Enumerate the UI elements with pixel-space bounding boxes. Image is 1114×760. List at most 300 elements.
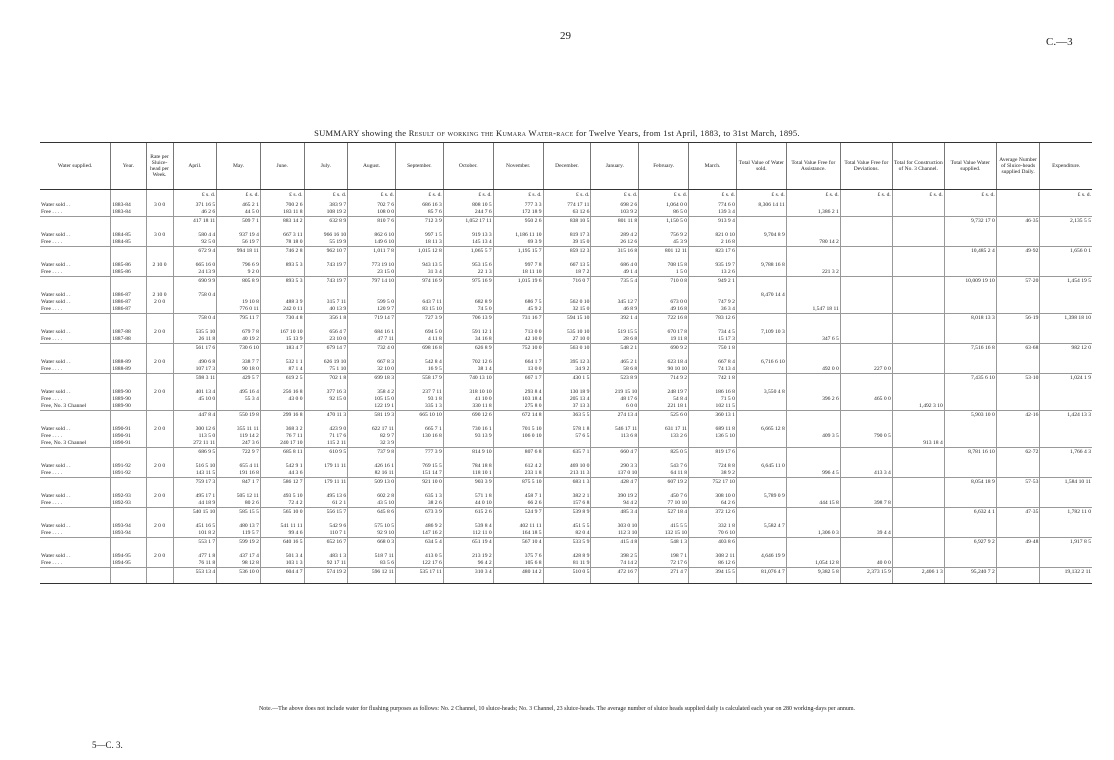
cell-june: 893 5 3 [260,277,304,293]
cell-rate [146,403,173,411]
cell-rate [146,314,173,330]
cell-july: 377 16 3 [304,389,348,396]
cell-avg-sluice-heads [996,440,1040,448]
cell-avg-sluice-heads [996,433,1040,440]
cell-total-sold: 6,645 11 0 [736,463,786,470]
cell-free-assistance [786,329,840,336]
cell-february: 221 18 1 [639,403,689,411]
cell-may: 56 19 7 [217,239,261,247]
cell-october: 740 13 10 [443,374,493,390]
cell-free-deviations: 790 0 5 [840,433,892,440]
cell-september: 122 17 6 [395,560,443,568]
cell-may: 550 19 8 [217,411,261,427]
cell-june: 619 2 5 [260,374,304,390]
cell-september [395,292,443,299]
cell-september: 93 1 8 [395,396,443,403]
cell-december: 819 17 3 [543,232,591,239]
cell-construction-no3 [892,538,944,554]
cell-total-supplied [944,530,996,538]
cell-expenditure [1040,433,1092,440]
cell-december: 82 0 4 [543,530,591,538]
cell-september: 712 3 9 [395,217,443,233]
cell-may: 847 1 7 [217,478,261,494]
cell-january: 390 19 2 [591,493,639,500]
cell-october: 702 12 6 [443,359,493,366]
header-february: February. [639,143,689,190]
cell-june: 667 3 11 [260,232,304,239]
header-october: October. [443,143,493,190]
cell-march: 403 8 6 [689,538,737,554]
cell-december: 213 11 3 [543,470,591,478]
cell-free-deviations [840,262,892,269]
cell-june: 488 3 9 [260,299,304,306]
cell-september: 665 10 10 [395,411,443,427]
table-row [40,329,1092,336]
cell-total-sold: 5,582 4 7 [736,523,786,530]
cell-total-sold: 81,076 4 7 [736,568,786,584]
cell-april: 580 4 4 [173,232,217,239]
cell-october: 244 7 6 [443,209,493,217]
cell-expenditure: 1,454 19 5 [1040,277,1092,293]
header-expenditure: Expenditure. [1040,143,1092,190]
cell-february: 690 9 2 [639,344,689,360]
cell-april: 477 1 8 [173,553,217,560]
cell-expenditure [1040,306,1092,314]
cell-water-supplied: Free . . . . [41,470,63,476]
cell-total-sold [736,560,786,568]
unit-june: £ s. d. [260,190,304,203]
cell-total-supplied [944,440,996,448]
cell-year [111,568,146,584]
cell-june: 183 4 7 [260,344,304,360]
cell-total-supplied: 8,781 16 10 [944,448,996,464]
cell-construction-no3 [892,508,944,524]
cell-december: 430 1 5 [543,374,591,390]
cell-free-deviations [840,269,892,277]
cell-june: 183 11 8 [260,209,304,217]
cell-july: 92 17 11 [304,560,348,568]
cell-water-supplied [40,247,111,263]
cell-january: 49 1 4 [591,269,639,277]
cell-year: 1888-89 [111,359,146,366]
cell-may: 98 12 8 [217,560,261,568]
header-total-supplied: Total Value Water supplied. [944,143,996,190]
cell-construction-no3 [892,389,944,396]
cell-december: 594 15 10 [543,314,591,330]
cell-total-sold [736,209,786,217]
cell-free-assistance [786,314,840,330]
cell-total-sold: 5,789 0 9 [736,493,786,500]
cell-march: 935 19 7 [689,262,737,269]
cell-free-assistance: 444 15 8 [786,500,840,508]
cell-february: 133 2 6 [639,433,689,440]
cell-year: 1892-93 [111,500,146,508]
cell-april: 758 0 4 [173,314,217,330]
cell-july: 315 7 11 [304,299,348,306]
cell-january [591,440,639,448]
cell-year: 1890-91 [111,440,146,448]
cell-february: 19 11 8 [639,336,689,344]
table-row [40,523,1092,530]
cell-december: 683 1 3 [543,478,591,494]
cell-june: 15 13 9 [260,336,304,344]
cell-free-deviations [840,306,892,314]
cell-november: 172 18 9 [493,209,543,217]
cell-april: 371 16 5 [173,202,217,209]
cell-avg-sluice-heads: 49·48 [996,538,1040,554]
cell-august: 810 7 6 [348,217,396,233]
title-prefix: SUMMARY showing the [314,128,409,138]
cell-water-supplied [40,411,111,427]
cell-november: 66 2 6 [493,500,543,508]
cell-free-deviations: 39 4 4 [840,530,892,538]
cell-february: 132 15 10 [639,530,689,538]
cell-water-supplied: Water sold . . [41,463,71,469]
cell-water-supplied: Free . . . . [41,306,63,312]
cell-free-assistance [786,217,840,233]
cell-march: 667 8 4 [689,359,737,366]
unit-free-assistance: £ s. d. [786,190,840,203]
cell-june: 730 4 8 [260,314,304,330]
cell-year: 1886-87 [111,306,146,314]
cell-water-supplied: Free . . . . [41,366,63,372]
cell-march: 742 1 8 [689,374,737,390]
cell-rate [146,560,173,568]
cell-total-supplied [944,336,996,344]
cell-november: 402 11 11 [493,523,543,530]
cell-july: 110 7 1 [304,530,348,538]
cell-october: 808 10 5 [443,202,493,209]
cell-total-sold: 8,306 14 11 [736,202,786,209]
cell-august: 47 7 11 [348,336,396,344]
cell-september: 335 1 3 [395,403,443,411]
cell-march [689,440,737,448]
cell-total-sold [736,336,786,344]
cell-october: 626 8 9 [443,344,493,360]
cell-march: 13 2 6 [689,269,737,277]
cell-march: 821 0 10 [689,232,737,239]
cell-june: 76 7 11 [260,433,304,440]
cell-water-supplied [40,508,111,524]
cell-march: 15 17 3 [689,336,737,344]
cell-september: 943 13 5 [395,262,443,269]
cell-april: 24 13 9 [173,269,217,277]
cell-september: 777 3 9 [395,448,443,464]
cell-avg-sluice-heads: 49·92 [996,247,1040,263]
cell-construction-no3 [892,247,944,263]
cell-april: 272 11 11 [173,440,217,448]
cell-total-sold [736,269,786,277]
cell-total-supplied: 9,732 17 0 [944,217,996,233]
cell-december: 27 10 0 [543,336,591,344]
cell-july: 679 14 7 [304,344,348,360]
cell-june: 99 4 6 [260,530,304,538]
cell-june: 700 2 6 [260,202,304,209]
cell-rate: 3 0 0 [146,202,173,209]
cell-free-assistance: 409 3 5 [786,433,840,440]
cell-april: 690 9 9 [173,277,217,293]
cell-january: 315 16 8 [591,247,639,263]
table-row [40,553,1092,560]
cell-total-supplied [944,389,996,396]
cell-january: 6 0 0 [591,403,639,411]
cell-free-deviations: 227 0 0 [840,366,892,374]
cell-water-supplied: Water sold . . [41,329,71,335]
cell-free-assistance [786,440,840,448]
cell-august: 518 7 11 [348,553,396,560]
cell-august: 668 0 3 [348,538,396,554]
cell-september: 635 1 3 [395,493,443,500]
cell-water-supplied: Free . . . . [41,500,63,506]
cell-february: 72 17 6 [639,560,689,568]
cell-august: 82 16 11 [348,470,396,478]
cell-may: 247 3 6 [217,440,261,448]
cell-total-sold [736,314,786,330]
cell-rate [146,470,173,478]
cell-construction-no3 [892,553,944,560]
cell-june [260,292,304,299]
cell-march: 360 13 1 [689,411,737,427]
cell-june: 44 3 6 [260,470,304,478]
unit-rate [146,190,173,203]
cell-free-deviations [840,239,892,247]
cell-avg-sluice-heads [996,493,1040,500]
cell-construction-no3 [892,374,944,390]
cell-rate [146,448,173,464]
cell-year [111,247,146,263]
cell-september: 643 7 11 [395,299,443,306]
cell-total-supplied [944,523,996,530]
cell-march: 747 9 2 [689,299,737,306]
cell-november: 458 7 1 [493,493,543,500]
cell-year: 1886-87 [111,299,146,306]
cell-march: 2 16 8 [689,239,737,247]
cell-october: 34 16 8 [443,336,493,344]
cell-may: 40 19 2 [217,336,261,344]
cell-free-assistance [786,247,840,263]
cell-total-supplied: 6,927 9 2 [944,538,996,554]
cell-august: 149 6 10 [348,239,396,247]
cell-total-supplied: 6,632 4 1 [944,508,996,524]
cell-august: 92 9 10 [348,530,396,538]
cell-year: 1883-84 [111,202,146,209]
cell-avg-sluice-heads [996,336,1040,344]
cell-avg-sluice-heads: 57·20 [996,277,1040,293]
cell-april: 92 5 0 [173,239,217,247]
cell-july: 743 19 7 [304,262,348,269]
cell-construction-no3 [892,366,944,374]
cell-july: 966 16 10 [304,232,348,239]
cell-rate [146,336,173,344]
cell-september: 542 8 4 [395,359,443,366]
cell-july: 179 11 11 [304,463,348,470]
cell-avg-sluice-heads: 63·68 [996,344,1040,360]
cell-april: 758 0 4 [173,292,217,299]
cell-april: 107 17 3 [173,366,217,374]
table-row [40,239,1092,247]
cell-rate: 2 0 0 [146,389,173,396]
cell-july: 61 2 1 [304,500,348,508]
cell-free-assistance [786,523,840,530]
table-row [40,292,1092,299]
cell-november: 731 16 7 [493,314,543,330]
cell-january: 113 6 8 [591,433,639,440]
cell-expenditure [1040,336,1092,344]
cell-november: 875 5 10 [493,478,543,494]
cell-total-sold [736,538,786,554]
cell-december: 635 7 1 [543,448,591,464]
total-row [40,374,1092,390]
cell-july: 179 11 11 [304,478,348,494]
title-suffix: for Twelve Years, from 1st April, 1883, to 31st March, 1895. [573,128,800,138]
cell-free-deviations [840,403,892,411]
cell-november: 103 18 4 [493,396,543,403]
cell-water-supplied: Free . . . . [41,336,63,342]
cell-september: 769 15 5 [395,463,443,470]
cell-september: 634 5 4 [395,538,443,554]
cell-expenditure [1040,470,1092,478]
total-row [40,538,1092,554]
cell-october: 571 1 8 [443,493,493,500]
cell-march: 308 2 11 [689,553,737,560]
cell-april: 686 9 5 [173,448,217,464]
cell-december: 57 6 5 [543,433,591,440]
cell-march: 949 2 1 [689,277,737,293]
cell-november: 686 7 5 [493,299,543,306]
cell-july: 71 17 6 [304,433,348,440]
cell-november: 105 6 8 [493,560,543,568]
cell-total-sold [736,299,786,306]
cell-may: 776 0 11 [217,306,261,314]
cell-april: 759 17 3 [173,478,217,494]
table-row [40,396,1092,403]
cell-august: 509 13 0 [348,478,396,494]
table-title [0,128,1114,138]
cell-avg-sluice-heads [996,359,1040,366]
unit-november: £ s. d. [493,190,543,203]
cell-february: 607 19 2 [639,478,689,494]
cell-total-sold: 8,470 14 4 [736,292,786,299]
cell-total-supplied [944,366,996,374]
cell-total-sold [736,217,786,233]
cell-september: 4 11 8 [395,336,443,344]
cell-august: 575 10 5 [348,523,396,530]
header-row [40,143,1092,190]
cell-october: 615 2 6 [443,508,493,524]
cell-april: 143 11 5 [173,470,217,478]
cell-october: 814 9 10 [443,448,493,464]
cell-avg-sluice-heads: 46·35 [996,217,1040,233]
cell-december: 395 12 3 [543,359,591,366]
cell-may: 19 10 8 [217,299,261,306]
cell-april: 45 10 0 [173,396,217,403]
cell-free-assistance: 221 3 2 [786,269,840,277]
cell-free-deviations: 2,373 15 9 [840,568,892,584]
cell-avg-sluice-heads [996,553,1040,560]
cell-construction-no3: 913 18 4 [892,440,944,448]
cell-year: 1890-91 [111,433,146,440]
cell-april: 490 6 8 [173,359,217,366]
cell-rate [146,209,173,217]
cell-total-supplied [944,359,996,366]
cell-rate: 2 10 0 [146,262,173,269]
cell-september: 535 17 11 [395,568,443,584]
cell-water-supplied: Free . . . . [41,239,63,245]
cell-total-supplied [944,239,996,247]
cell-free-assistance: 1,054 12 8 [786,560,840,568]
cell-total-supplied [944,426,996,433]
cell-water-supplied: Water sold . . [41,553,71,559]
cell-september: 974 16 9 [395,277,443,293]
cell-june: 640 16 5 [260,538,304,554]
cell-may: 191 16 8 [217,470,261,478]
cell-december: 428 8 9 [543,553,591,560]
cell-august: 602 2 8 [348,493,396,500]
cell-total-sold [736,277,786,293]
cell-expenditure [1040,232,1092,239]
cell-october: 96 4 2 [443,560,493,568]
cell-construction-no3 [892,426,944,433]
cell-water-supplied: Free . . . . [41,560,63,566]
cell-avg-sluice-heads: 62·72 [996,448,1040,464]
cell-october: 784 18 8 [443,463,493,470]
cell-july: 383 9 7 [304,202,348,209]
cell-march: 70 6 10 [689,530,737,538]
table-row [40,463,1092,470]
cell-avg-sluice-heads [996,299,1040,306]
cell-year: 1887-88 [111,336,146,344]
cell-year: 1891-92 [111,463,146,470]
cell-september: 151 14 7 [395,470,443,478]
cell-total-supplied: 7,516 16 8 [944,344,996,360]
cell-expenditure [1040,292,1092,299]
cell-total-supplied: 10,485 2 4 [944,247,996,263]
cell-avg-sluice-heads [996,389,1040,396]
cell-expenditure [1040,523,1092,530]
cell-free-deviations [840,359,892,366]
cell-november: 375 7 6 [493,553,543,560]
table-row [40,299,1092,306]
cell-expenditure [1040,389,1092,396]
cell-january: 58 6 8 [591,366,639,374]
cell-december: 563 0 10 [543,344,591,360]
total-row [40,277,1092,293]
cell-may [217,292,261,299]
cell-total-supplied [944,403,996,411]
cell-july: 356 1 8 [304,314,348,330]
cell-expenditure [1040,426,1092,433]
cell-august: 699 18 3 [348,374,396,390]
cell-september: 38 2 6 [395,500,443,508]
header-construction-no3: Total for Construction of No. 3 Channel. [892,143,944,190]
cell-february: 86 5 0 [639,209,689,217]
cell-october: 953 15 6 [443,262,493,269]
cell-december: 533 5 9 [543,538,591,554]
cell-january: 303 0 10 [591,523,639,530]
cell-april: 561 17 6 [173,344,217,360]
cell-avg-sluice-heads: 57·53 [996,478,1040,494]
cell-total-sold [736,374,786,390]
cell-june: 242 0 11 [260,306,304,314]
cell-december: 451 5 5 [543,523,591,530]
cell-january: 546 17 11 [591,426,639,433]
cell-avg-sluice-heads [996,560,1040,568]
cell-july [304,292,348,299]
total-row [40,411,1092,427]
unit-expenditure: £ s. d. [1040,190,1092,203]
cell-free-assistance [786,478,840,494]
cell-february: 77 10 10 [639,500,689,508]
